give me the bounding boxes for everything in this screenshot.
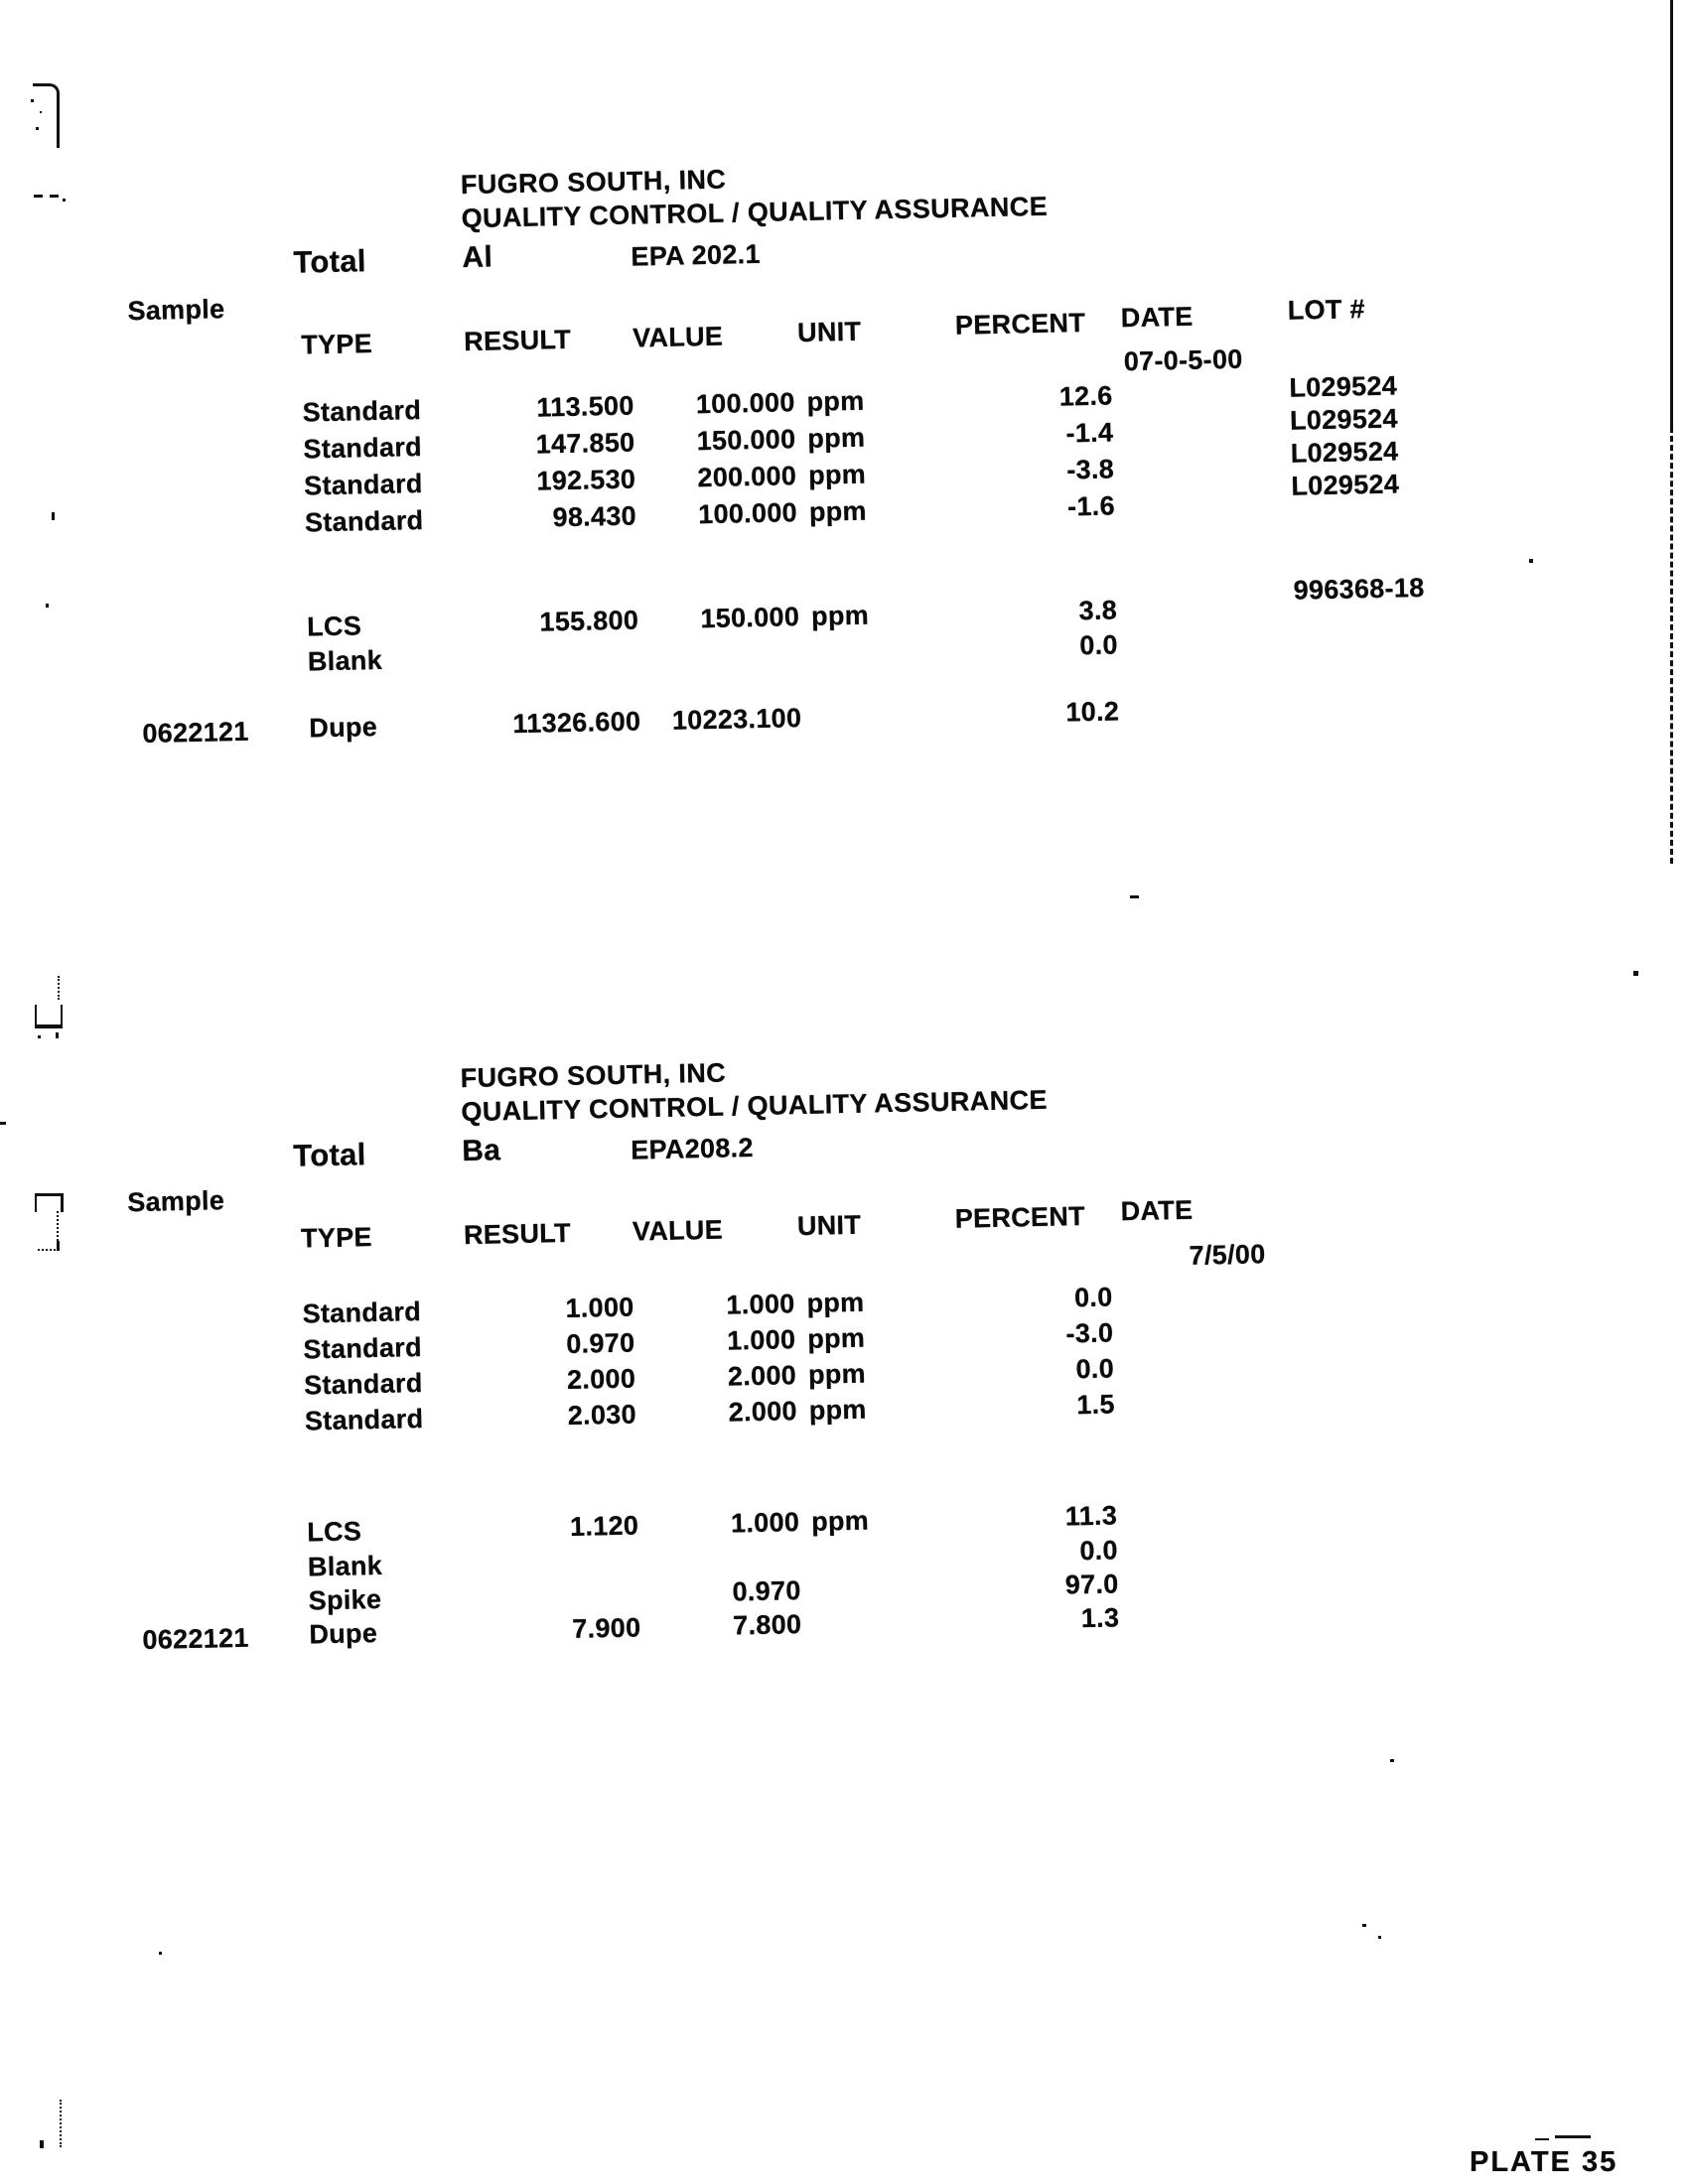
cell-unit: ppm xyxy=(806,385,865,417)
cell-value: 2.000 xyxy=(728,1396,798,1428)
analysis-date: 07-0-5-00 xyxy=(1123,343,1243,377)
report-title: QUALITY CONTROL / QUALITY ASSURANCE xyxy=(461,1084,1049,1128)
sample-column-label: Sample xyxy=(126,1185,225,1218)
cell-type: Spike xyxy=(308,1583,382,1616)
column-header-result: RESULT xyxy=(463,1217,572,1251)
cell-unit: ppm xyxy=(810,600,870,631)
cell-value: 10223.100 xyxy=(671,703,802,736)
cell-result: 155.800 xyxy=(539,605,639,637)
cell-value: 150.000 xyxy=(696,424,796,457)
scan-speck xyxy=(63,199,66,202)
cell-sample-id: 0622121 xyxy=(142,1622,249,1655)
scan-speck xyxy=(1633,971,1638,976)
cell-percent: 3.8 xyxy=(1078,595,1118,626)
cell-percent: 97.0 xyxy=(1064,1569,1119,1600)
cell-percent: 10.2 xyxy=(1065,696,1120,728)
cell-percent: 11.3 xyxy=(1064,1500,1118,1532)
cell-percent: 0.0 xyxy=(1073,1282,1113,1313)
cell-result: 1.120 xyxy=(569,1510,639,1542)
sample-column-label: Sample xyxy=(127,294,225,327)
cell-percent: 0.0 xyxy=(1075,1353,1115,1385)
cell-type: Standard xyxy=(304,1404,424,1436)
column-header-type: TYPE xyxy=(300,1222,373,1254)
scan-speck xyxy=(38,1035,41,1038)
cell-percent: -3.8 xyxy=(1066,454,1115,485)
scan-speck xyxy=(36,127,39,130)
total-label: Total xyxy=(293,243,367,280)
cell-result: 7.900 xyxy=(571,1612,641,1644)
total-label: Total xyxy=(292,1137,366,1173)
cell-type: Standard xyxy=(303,1332,423,1365)
column-header-value: VALUE xyxy=(632,321,724,353)
cell-type: Standard xyxy=(303,432,423,465)
cell-result: 11326.600 xyxy=(512,706,641,740)
scan-artifact-plate-overline xyxy=(1555,2135,1591,2138)
column-header-result: RESULT xyxy=(463,324,572,357)
scan-artifact-edge-line-dashed xyxy=(1670,427,1673,864)
scan-artifact-dotted-line xyxy=(38,1249,56,1251)
column-header-unit: UNIT xyxy=(796,316,862,348)
scan-speck xyxy=(56,1032,59,1038)
cell-percent: 12.6 xyxy=(1058,380,1113,412)
cell-percent: 0.0 xyxy=(1079,1535,1119,1567)
scan-artifact-plate-overline-2 xyxy=(1535,2138,1549,2140)
scan-speck xyxy=(50,195,59,198)
cell-value: 1.000 xyxy=(726,1289,795,1320)
cell-type: Standard xyxy=(303,1368,423,1401)
cell-percent: 1.3 xyxy=(1080,1602,1120,1634)
cell-unit: ppm xyxy=(807,459,867,490)
scan-artifact-dotted-line xyxy=(60,2100,62,2147)
scan-artifact-dotted-line xyxy=(58,976,60,1000)
scan-speck xyxy=(1529,559,1533,563)
qc-table-total-ba xyxy=(0,1029,1688,1700)
cell-type: Standard xyxy=(302,1297,422,1329)
cell-type: Standard xyxy=(303,469,423,501)
column-header-percent: PERCENT xyxy=(954,1201,1086,1234)
cell-type: Dupe xyxy=(309,1618,378,1650)
cell-percent: -3.0 xyxy=(1065,1317,1114,1349)
scan-speck xyxy=(40,2140,44,2148)
cell-result: 98.430 xyxy=(552,500,637,533)
scan-speck xyxy=(46,604,49,608)
scan-artifact-dotted-line xyxy=(57,1211,59,1245)
scan-speck xyxy=(1362,1924,1366,1927)
column-header-percent: PERCENT xyxy=(954,308,1086,341)
cell-lot: L029524 xyxy=(1291,469,1400,501)
analysis-date: 7/5/00 xyxy=(1189,1239,1266,1271)
cell-value: 200.000 xyxy=(697,461,797,493)
cell-lot: L029524 xyxy=(1289,370,1398,403)
cell-lot: L029524 xyxy=(1290,436,1399,469)
cell-value: 100.000 xyxy=(697,497,798,530)
scan-speck xyxy=(1378,1936,1381,1939)
scan-speck xyxy=(159,1952,162,1955)
cell-value: 1.000 xyxy=(730,1507,800,1539)
cell-unit: ppm xyxy=(806,1287,865,1318)
company-name: FUGRO SOUTH, INC xyxy=(460,164,727,201)
scan-speck xyxy=(1130,895,1139,898)
analyte-symbol: Ba xyxy=(461,1134,501,1168)
analyte-symbol: Al xyxy=(462,240,493,275)
cell-type: Standard xyxy=(302,395,422,428)
cell-unit: ppm xyxy=(808,495,868,527)
scan-artifact-top-bracket xyxy=(35,1193,64,1212)
epa-method: EPA208.2 xyxy=(630,1132,755,1165)
cell-result: 2.030 xyxy=(567,1399,637,1431)
cell-percent: -1.4 xyxy=(1065,417,1114,449)
cell-result: 2.000 xyxy=(566,1363,636,1395)
cell-lot: 996368-18 xyxy=(1293,572,1425,606)
column-header-type: TYPE xyxy=(300,329,373,360)
cell-value: 0.970 xyxy=(732,1575,801,1607)
cell-unit: ppm xyxy=(810,1505,870,1537)
column-header-lot: LOT # xyxy=(1287,294,1366,326)
scan-artifact-corner-bracket xyxy=(33,83,60,148)
scan-speck xyxy=(52,512,55,520)
cell-percent: 0.0 xyxy=(1079,629,1119,661)
cell-type: Blank xyxy=(307,644,383,677)
scan-speck xyxy=(31,99,34,102)
cell-sample-id: 0622121 xyxy=(142,716,249,749)
cell-result: 192.530 xyxy=(536,464,636,496)
cell-percent: 1.5 xyxy=(1075,1389,1116,1421)
column-header-date: DATE xyxy=(1120,1194,1194,1227)
company-name: FUGRO SOUTH, INC xyxy=(460,1057,727,1094)
cell-type: Blank xyxy=(307,1550,383,1582)
scan-artifact-bottom-bracket xyxy=(35,1005,63,1028)
cell-type: LCS xyxy=(306,611,362,642)
scan-speck xyxy=(34,195,43,198)
cell-result: 1.000 xyxy=(565,1292,634,1323)
scan-speck xyxy=(57,1241,60,1251)
cell-type: LCS xyxy=(306,1516,362,1548)
epa-method: EPA 202.1 xyxy=(631,238,762,272)
cell-value: 7.800 xyxy=(732,1609,802,1641)
column-header-unit: UNIT xyxy=(796,1209,862,1242)
report-title: QUALITY CONTROL / QUALITY ASSURANCE xyxy=(461,191,1049,234)
cell-unit: ppm xyxy=(808,1394,868,1426)
cell-value: 100.000 xyxy=(695,387,795,420)
column-header-value: VALUE xyxy=(632,1214,724,1247)
cell-value: 150.000 xyxy=(700,602,800,634)
scan-speck xyxy=(1390,1759,1394,1762)
cell-result: 113.500 xyxy=(536,390,634,423)
cell-type: Dupe xyxy=(309,712,378,744)
cell-unit: ppm xyxy=(807,422,866,454)
scan-speck xyxy=(40,111,42,113)
cell-lot: L029524 xyxy=(1289,403,1399,436)
qc-table-total-al xyxy=(0,136,1688,786)
cell-result: 0.970 xyxy=(565,1327,635,1359)
cell-type: Standard xyxy=(304,505,424,538)
cell-value: 2.000 xyxy=(727,1360,797,1392)
cell-result: 147.850 xyxy=(535,427,635,460)
cell-percent: -1.6 xyxy=(1066,490,1116,522)
scan-artifact-edge-line xyxy=(1670,0,1673,427)
plate-number-label: PLATE 35 xyxy=(1470,2146,1618,2178)
column-header-date: DATE xyxy=(1120,301,1194,334)
scan-speck xyxy=(0,1122,6,1125)
cell-unit: ppm xyxy=(807,1358,867,1390)
cell-value: 1.000 xyxy=(726,1324,796,1356)
cell-unit: ppm xyxy=(806,1322,866,1354)
